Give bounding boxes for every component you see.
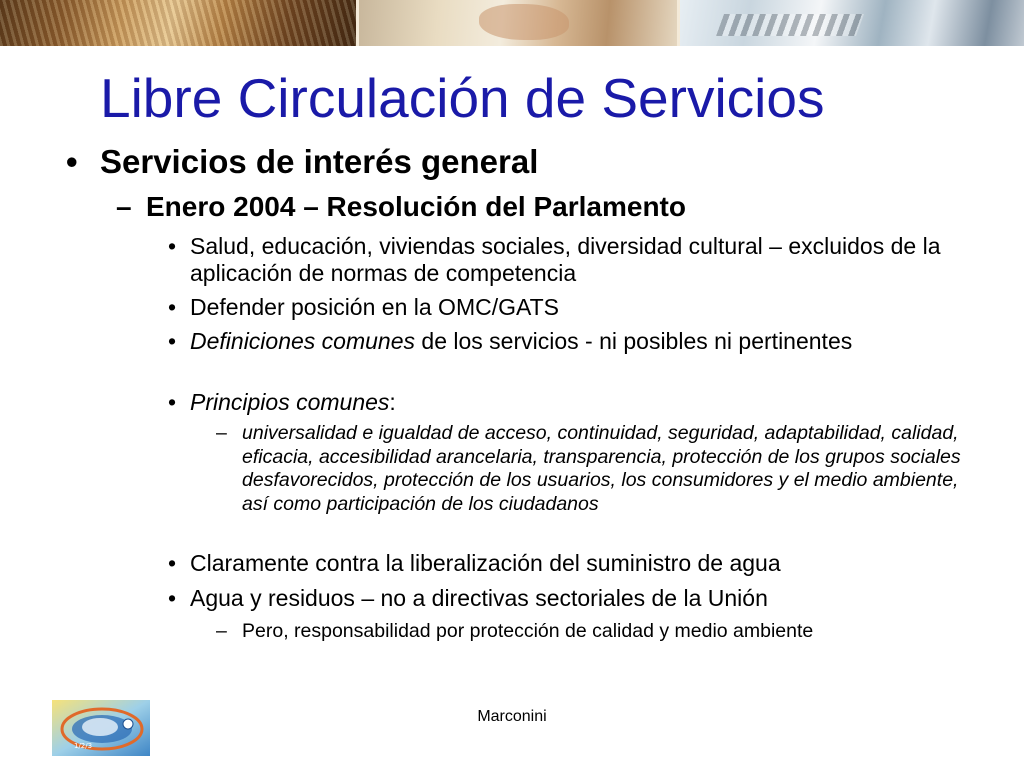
- point-italic-text: Principios comunes: [190, 389, 390, 415]
- logo-text: 1/2/3: [74, 742, 93, 750]
- slide-title: Libre Circulación de Servicios: [100, 67, 825, 129]
- dash-marker: –: [116, 191, 132, 222]
- list-item: [168, 294, 948, 321]
- heading-text: Servicios de interés general: [100, 143, 539, 180]
- sub-point-text: universalidad e igualdad de acceso, continuidad, seguridad, adaptabilidad, calidad, eficacia, accesibilidad arancelaria, transparencia, protección de los grupos sociales desfavorecidos, protección de los usuarios, los consumidores y el medio ambiente, así como participación de los ciudadanos: [242, 422, 961, 515]
- bullet-marker: •: [168, 550, 177, 576]
- bullet-marker: •: [168, 389, 177, 415]
- point-text: Agua y residuos – no a directivas sectoriales de la Unión: [190, 585, 768, 611]
- list-item: [168, 328, 888, 355]
- bullet-marker: •: [168, 585, 177, 611]
- sub-list-item: [216, 620, 916, 644]
- bullet-marker: •: [168, 233, 177, 259]
- point-text: [190, 389, 948, 416]
- point-rest-text: :: [389, 389, 396, 415]
- dash-marker: –: [216, 422, 227, 444]
- subheading-text: Enero 2004 – Resolución del Parlamento: [146, 191, 686, 222]
- grain-photo-icon: [0, 0, 356, 46]
- point-rest-text: de los servicios - ni posibles ni pertinentes: [415, 328, 853, 354]
- office-keyboard-photo-icon: [680, 0, 1024, 46]
- list-item: [168, 389, 948, 416]
- point-text: Defender posición en la OMC/GATS: [190, 294, 560, 320]
- dash-marker: –: [216, 620, 227, 642]
- bullet-marker: •: [168, 328, 177, 354]
- list-item: [168, 585, 968, 612]
- bullet-marker: •: [66, 143, 78, 180]
- point-text: [190, 328, 888, 355]
- sub-point-text: Pero, responsabilidad por protección de calidad y medio ambiente: [242, 620, 814, 642]
- point-italic-text: Definiciones comunes: [190, 328, 416, 354]
- header-banner: [0, 0, 1024, 46]
- list-item: [168, 233, 948, 287]
- bullet-marker: •: [168, 294, 177, 320]
- footer-text: Marconini: [477, 708, 547, 725]
- point-text: Salud, educación, viviendas sociales, diversidad cultural – excluidos de la aplicación de normas de competencia: [190, 233, 941, 286]
- sub-list-item: [216, 422, 968, 516]
- list-item: [168, 550, 968, 577]
- hands-writing-photo-icon: [359, 0, 677, 46]
- point-text: Claramente contra la liberalización del suministro de agua: [190, 550, 781, 576]
